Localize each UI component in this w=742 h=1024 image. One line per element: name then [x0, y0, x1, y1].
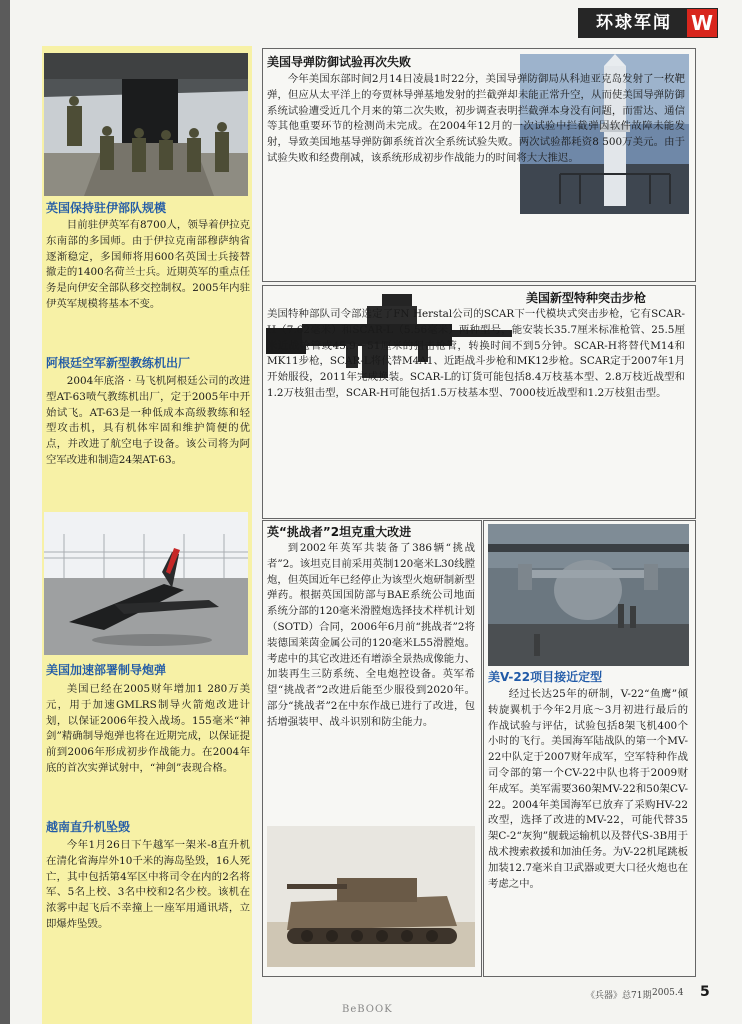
article-title-gmlrs: 美国加速部署制导炮弹: [46, 663, 167, 677]
article-body-rifle: 美国特种部队司令部选定了FN Herstal公司的SCAR下一代模块式突击步枪，它有SCAR-H（7.62毫米）和SCAR-L（5.56毫米）两种型号，能安装长35.7厘米标准枪管、25.5厘米近战枪管或45.9～51厘米的狙击枪管，转换时间不到5分钟。SCAR-H将替代M14和MK11步枪，SCAR-L将代替M4A1、近距战斗步枪和MK12步枪。SCAR定于2007年1月开始服役，2011年完成换装。SCAR-L的订货可能包括8.4万枝基本型、2.8万枝近战型和1.2万枝狙击型，SCAR-H可能包括1.5万枝基本型、7000枝近战型和1.2万枝狙击型。: [267, 308, 685, 399]
cargo-plane-troops-illustration: [44, 53, 248, 196]
footer-magazine: 《兵器》总71期: [586, 991, 652, 1001]
footer-issue: 2005.4: [652, 988, 684, 998]
photo-challenger-tank: [267, 826, 475, 967]
photo-uk-troops: [44, 53, 248, 196]
article-body-trainer: 2004年底洛 · 马飞机阿根廷公司的改进型AT-63喷气教练机出厂，定于2005年中开始试飞。AT-63是一种低成本高级教练和轻型攻击机，具有机体牢固和维护简便的优点，并改进了航空电子设备。该公司将为阿空军改进和制造24架AT-63。: [46, 375, 250, 466]
tiltrotor-illustration: [488, 524, 689, 666]
page-edge-strip: [0, 0, 10, 1024]
article-body-challenger: 到2002年英军共装备了386辆“挑战者”2。该坦克目前采用英制120毫米L30线膛炮，但英国近年已经停止为该型火炮研制新型弹药。根据英国国防部与BAE系统公司地面系统分部的120毫米滑膛炮选择技术样机计划（SOTD）合同，2006年6月前“挑战者”2将装德国莱茵金属公司的120毫米L55滑膛炮。考虑中的其它改进还有增添全景热成像能力、加装再生三防系统、全电炮控设备。英军希望“挑战者”2改进后能至少服役到2020年。部分“挑战者”2在中东作战已进行了改进，包括增强装甲、战斗识别和防尘能力。: [267, 542, 475, 728]
article-body-missile: 今年美国东部时间2月14日凌晨1时22分，美国导弹防御局从科迪亚克岛发射了一枚靶弹，但应从太平洋上的夸贾林导弹基地发射的拦截弹却未能正常升空，从而使美国导弹防御系统试验遭受近几个月来的第二次失败，初步调查表明拦截弹本身没有问题，而雷达、通信等其他重要环节的检测尚未完成。在2004年12月的一次试验中拦截弹因软件故障未能发射，导致美国地基导弹防御系统首次全系统试验失败。两次试验都耗资8 500万美元。由于试验失败和经费削减，该系统形成初步作战能力的时间将大大推迟。: [267, 73, 685, 164]
article-body-uk-troops: 目前驻伊英军有8700人，领导着伊拉克东南部的多国师。由于伊拉克南部穆萨纳省逐渐稳定，多国师将用600名英国士兵接替撤走的1400名荷兰士兵。近期英军的重点任务是向伊安全部队移交控制权。2005年内驻伊英军规模将基本不变。: [46, 219, 250, 310]
article-body-v22: 经过长达25年的研制，V-22“鱼鹰”倾转旋翼机于今年2月底～3月初进行最后的作战试验与评估，试验包括8架飞机400个小时的飞行。美国海军陆战队的第一个MV-22中队定于2007财年成军，空军特种作战司令部的第一个CV-22中队也将于2009财年成军。美军需要360架MV-22和50架CV-22。2004年美国海军已放弃了采购HV-22改型，选择了改进的MV-22，可能代替35架C-2“灰狗”舰载运输机以及替代S-3B用于战术搜索救援和加油任务。为V-22机尾跳板加装12.7毫米自卫武器或更大口径火炮也在考虑之中。: [488, 688, 688, 890]
section-title: 环球军闻: [596, 13, 672, 33]
article-title-uk-troops: 英国保持驻伊部队规模: [46, 201, 167, 215]
article-body-crash: 今年1月26日下午越军一架米-8直升机在清化省海岸外10千米的海岛坠毁，16人死亡，其中包括第4军区中将司令在内的2名将军、5名上校、3名中校和2名少校。该机在浓雾中起飞后不幸撞上一座军用通讯塔，立即爆炸坠毁。: [46, 839, 250, 930]
article-title-rifle: 美国新型特种突击步枪: [526, 291, 647, 305]
article-title-crash: 越南直升机坠毁: [46, 820, 131, 834]
article-title-challenger: 英“挑战者”2坦克重大改进: [267, 525, 412, 539]
photo-at63-jet: [44, 512, 248, 655]
watermark: BeBOOK: [342, 1004, 393, 1015]
article-title-trainer: 阿根廷空军新型教练机出厂: [46, 356, 191, 370]
article-title-v22: 美V-22项目接近定型: [488, 670, 603, 684]
photo-v22-osprey: [488, 524, 689, 666]
article-body-gmlrs: 美国已经在2005财年增加1 280万美元，用于加速GMLRS制导火箭炮改进计划，以保证2006年投入战场。155毫米“神剑”精确制导炮弹也将在近期完成，以保证提前到2006年形成初步作战能力。在2004年底的首次实弹试射中，“神剑”表现合格。: [46, 683, 250, 774]
page-number: 5: [700, 984, 710, 1000]
tank-illustration: [267, 826, 475, 967]
article-title-missile: 美国导弹防御试验再次失败: [267, 55, 412, 69]
section-logo: W: [687, 9, 717, 37]
jet-trainer-illustration: [44, 512, 248, 655]
